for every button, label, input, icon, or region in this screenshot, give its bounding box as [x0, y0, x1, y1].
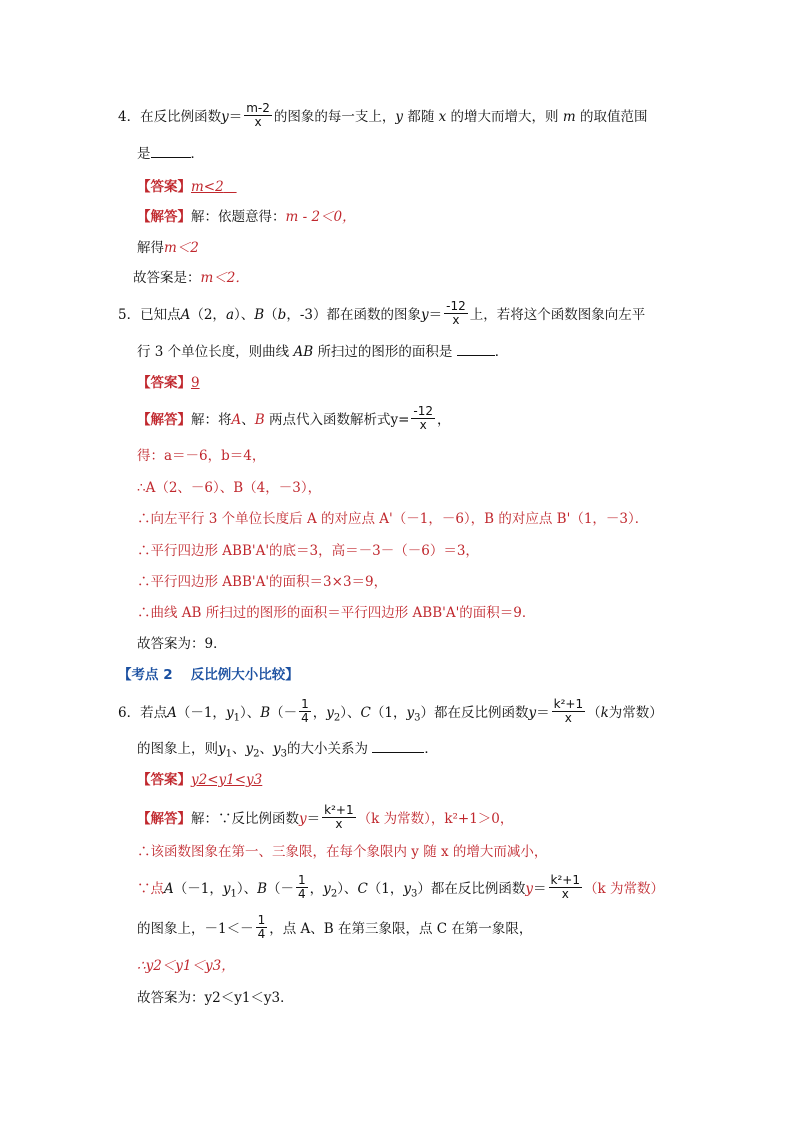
q6-stem-e: ，	[312, 705, 327, 721]
q4-stem-a: 在反比例函数	[140, 109, 222, 125]
q6-stem-line2: 的图象上，则$y_1$、$y_2$、$y_3$的大小关系为 ．	[137, 738, 438, 766]
q5-stem-a: 已知点	[140, 307, 181, 323]
q5-solution-line6: ∴平行四边形 ABB'A'的面积＝3×3＝9，	[137, 574, 388, 590]
q6-stem-h: ）都在反比例函数	[420, 705, 529, 721]
q5-stem-g: 行 3 个单位长度，则曲线	[137, 344, 290, 360]
q6-solution-line1: 【解答】解：∵反比例函数y＝ $\frac{\text{k²+1}}{x}$ （k 为常数），k²+1＞0，	[137, 803, 514, 831]
q4-number: 4．	[118, 109, 141, 125]
q6-sol-3b: 都在反比例函数	[430, 881, 526, 897]
q6-stem-line1: 6．若点A（－1，$y_1$）、B（－ $\frac{1}{4}$ ，$y_2$）、C（1，$y_3$）都在反比例函数y＝ $\frac{\text{k²+1}}{x}$ （k为常数）	[118, 697, 663, 725]
q4-answer: m<2	[191, 179, 224, 195]
var-y: y	[420, 307, 429, 323]
q4-solution-line2	[137, 237, 199, 259]
q6-frac-denominator: x	[552, 711, 585, 725]
q4-frac-numerator: m-2	[246, 101, 270, 115]
q6-stem-g: （1，	[370, 705, 407, 721]
q5-solution-line7: ∴曲线 AB 所扫过的图形的面积＝平行四边形 ABB'A'的面积＝9．	[137, 605, 536, 621]
q6-stem-d: （－	[270, 705, 298, 721]
q4-sol-3b: m＜2．	[200, 270, 249, 286]
var-B: B	[254, 307, 265, 323]
q6-frac-numerator: k²+1	[553, 697, 584, 711]
var-m: m	[562, 109, 576, 125]
q6-answer-blank	[372, 738, 424, 753]
q6-sol-fraction: $\frac{\text{k²+1}}{x}$	[324, 803, 354, 831]
q5-solution-tag: 【解答】	[137, 412, 191, 428]
q5-answer-blank	[457, 341, 495, 356]
q5-solution-line1: 【解答】解：将A、B 两点代入函数解析式y= $\frac{-12}{x}$ ，	[137, 404, 451, 432]
var-x: x	[438, 109, 447, 125]
q6-number: 6．	[118, 705, 141, 721]
q4-stem-g: ．	[190, 146, 204, 162]
q6-sol-3c: （k 为常数）	[583, 881, 664, 897]
q5-stem-b: （2，	[190, 307, 226, 323]
q6-quarter-fraction	[299, 698, 311, 725]
q6-stem-a: 若点	[140, 705, 168, 721]
q5-fraction	[444, 300, 468, 327]
q6-fraction	[552, 698, 585, 725]
q6-quarter-numerator: 1	[301, 697, 309, 711]
q6-answer-line	[137, 769, 262, 791]
q5-stem-d: （	[264, 307, 278, 323]
q4-answer-line	[137, 176, 237, 198]
q5-solution-line3: ∴A（2、－6）、B（4，－3），	[137, 480, 322, 496]
q4-sol-1b: m - 2＜0，	[285, 209, 356, 225]
q5-stem-line1: 5．已知点A（2，a）、B（b，-3）都在函数的图象y＝ $\frac{-12}{x}$ 上，若将这个函数图象向左平	[118, 299, 646, 327]
var-A: A	[180, 307, 191, 323]
q6-stem-b: （－1，	[176, 705, 226, 721]
section-heading: 【考点 2 反比例大小比较】	[118, 667, 299, 683]
q6-solution-line3: ∵点A（－1，$y_1$）、B（－ $\frac{1}{4}$ ，$y_2$）、C（1，$y_3$）都在反比例函数y＝ $\frac{\text{k²+1}}{x}$ （k 为常数）	[137, 873, 664, 901]
q6-answer-tag: 【答案】	[137, 772, 191, 788]
q5-frac-numerator: -12	[446, 299, 466, 313]
q6-sol-1b: （k 为常数），k²+1＞0，	[357, 811, 514, 827]
q6-stem-k: 的图象上，则	[137, 741, 218, 757]
q4-stem-line2	[137, 143, 204, 165]
q6-sol-3a: ∵点	[137, 881, 164, 897]
q4-fraction	[244, 102, 272, 129]
q5-solution-line4: ∴向左平行 3 个单位长度后 A 的对应点 A'（－1，－6），B 的对应点 B'（1，－3）．	[137, 511, 649, 527]
q6-answer: y2<y1<y3	[191, 772, 263, 788]
q6-stem-c: ）、	[239, 705, 261, 721]
q4-frac-denominator: x	[244, 115, 272, 129]
var-b: b	[277, 307, 287, 323]
q5-stem-e: ，-3）都在函数的图象	[286, 307, 421, 323]
q4-sol-2b: m＜2	[164, 240, 199, 256]
q6-stem-f: ）、	[340, 705, 361, 721]
q6-stem-l: 的大小关系为	[287, 741, 369, 757]
q6-solution-tag: 【解答】	[137, 811, 191, 827]
q4-sol-1: 解：依题意得：	[191, 209, 286, 225]
q5-answer: 9	[191, 375, 200, 391]
q5-solution-line5: ∴平行四边形 ABB'A'的底＝3，高＝－3－（－6）＝3，	[137, 543, 479, 559]
q5-solution-line2: 得：a＝－6，b＝4，	[137, 448, 266, 464]
q5-sol-1: 解：将	[191, 412, 232, 428]
var-y: y	[221, 109, 229, 125]
var-y2: y	[395, 109, 404, 125]
q5-stem-f: 上，若将这个函数图象向左平	[469, 307, 646, 323]
q5-number: 5．	[118, 307, 141, 323]
q5-stem-i: ．	[494, 344, 509, 360]
q5-solution-line8: 故答案为：9．	[137, 636, 227, 652]
q6-stem-m: ．	[424, 741, 438, 757]
q6-solution-line6: 故答案为：y2＜y1＜y3．	[137, 990, 294, 1006]
q6-sol-4a: 的图象上，－1＜－	[137, 921, 254, 937]
q4-stem-f: 是	[137, 146, 151, 162]
q4-stem-e: 的取值范围	[579, 109, 648, 125]
q4-stem-b: 的图象的每一支上，	[273, 109, 396, 125]
q6-stem-i: （	[587, 705, 601, 721]
q4-stem-d: 的增大而增大，则	[450, 109, 559, 125]
q4-stem-c: 都随	[407, 109, 435, 125]
q4-answer-tag: 【答案】	[137, 179, 191, 195]
q4-stem-line1: 4．在反比例函数y＝ $\frac{m-2}{x}$ 的图象的每一支上，y 都随 x 的增大而增大，则 m 的取值范围	[118, 101, 648, 129]
q6-solution-line4: 的图象上，－1＜－ $\frac{1}{4}$ ，点 A、B 在第三象限，点 C 在第一象限，	[137, 913, 533, 941]
q6-solution-line2: ∴该函数图象在第一、三象限，在每个象限内 y 随 x 的增大而减小，	[137, 844, 548, 860]
var-a: a	[225, 307, 234, 323]
q6-quarter-denominator: 4	[301, 711, 309, 725]
q4-sol-3a: 故答案是：	[133, 270, 201, 286]
q4-solution-tag: 【解答】	[137, 209, 191, 225]
q4-solution-line3	[133, 267, 249, 289]
q4-answer-blank	[151, 143, 191, 158]
q6-sol-4b: ，点 A、B 在第三象限，点 C 在第一象限，	[269, 921, 533, 937]
var-AB: AB	[293, 344, 314, 360]
q6-solution-line5: ∴y2＜y1＜y3，	[137, 958, 235, 974]
q4-sol-2a: 解得	[137, 240, 164, 256]
q5-sol-1b: 两点代入函数解析式	[268, 412, 391, 428]
q5-answer-line	[137, 372, 200, 394]
q6-sol-1: 解：∵反比例函数	[191, 811, 299, 827]
q6-stem-j: 为常数）	[608, 705, 663, 721]
q4-solution-line1	[137, 206, 356, 228]
q5-stem-line2	[137, 341, 508, 363]
q5-sol-fraction: $\frac{-12}{x}$	[413, 404, 434, 432]
q5-frac-denominator: x	[444, 313, 468, 327]
q5-answer-tag: 【答案】	[137, 375, 191, 391]
q5-stem-c: ）、	[234, 307, 255, 323]
q5-stem-h: 所扫过的图形的面积是	[317, 344, 453, 360]
